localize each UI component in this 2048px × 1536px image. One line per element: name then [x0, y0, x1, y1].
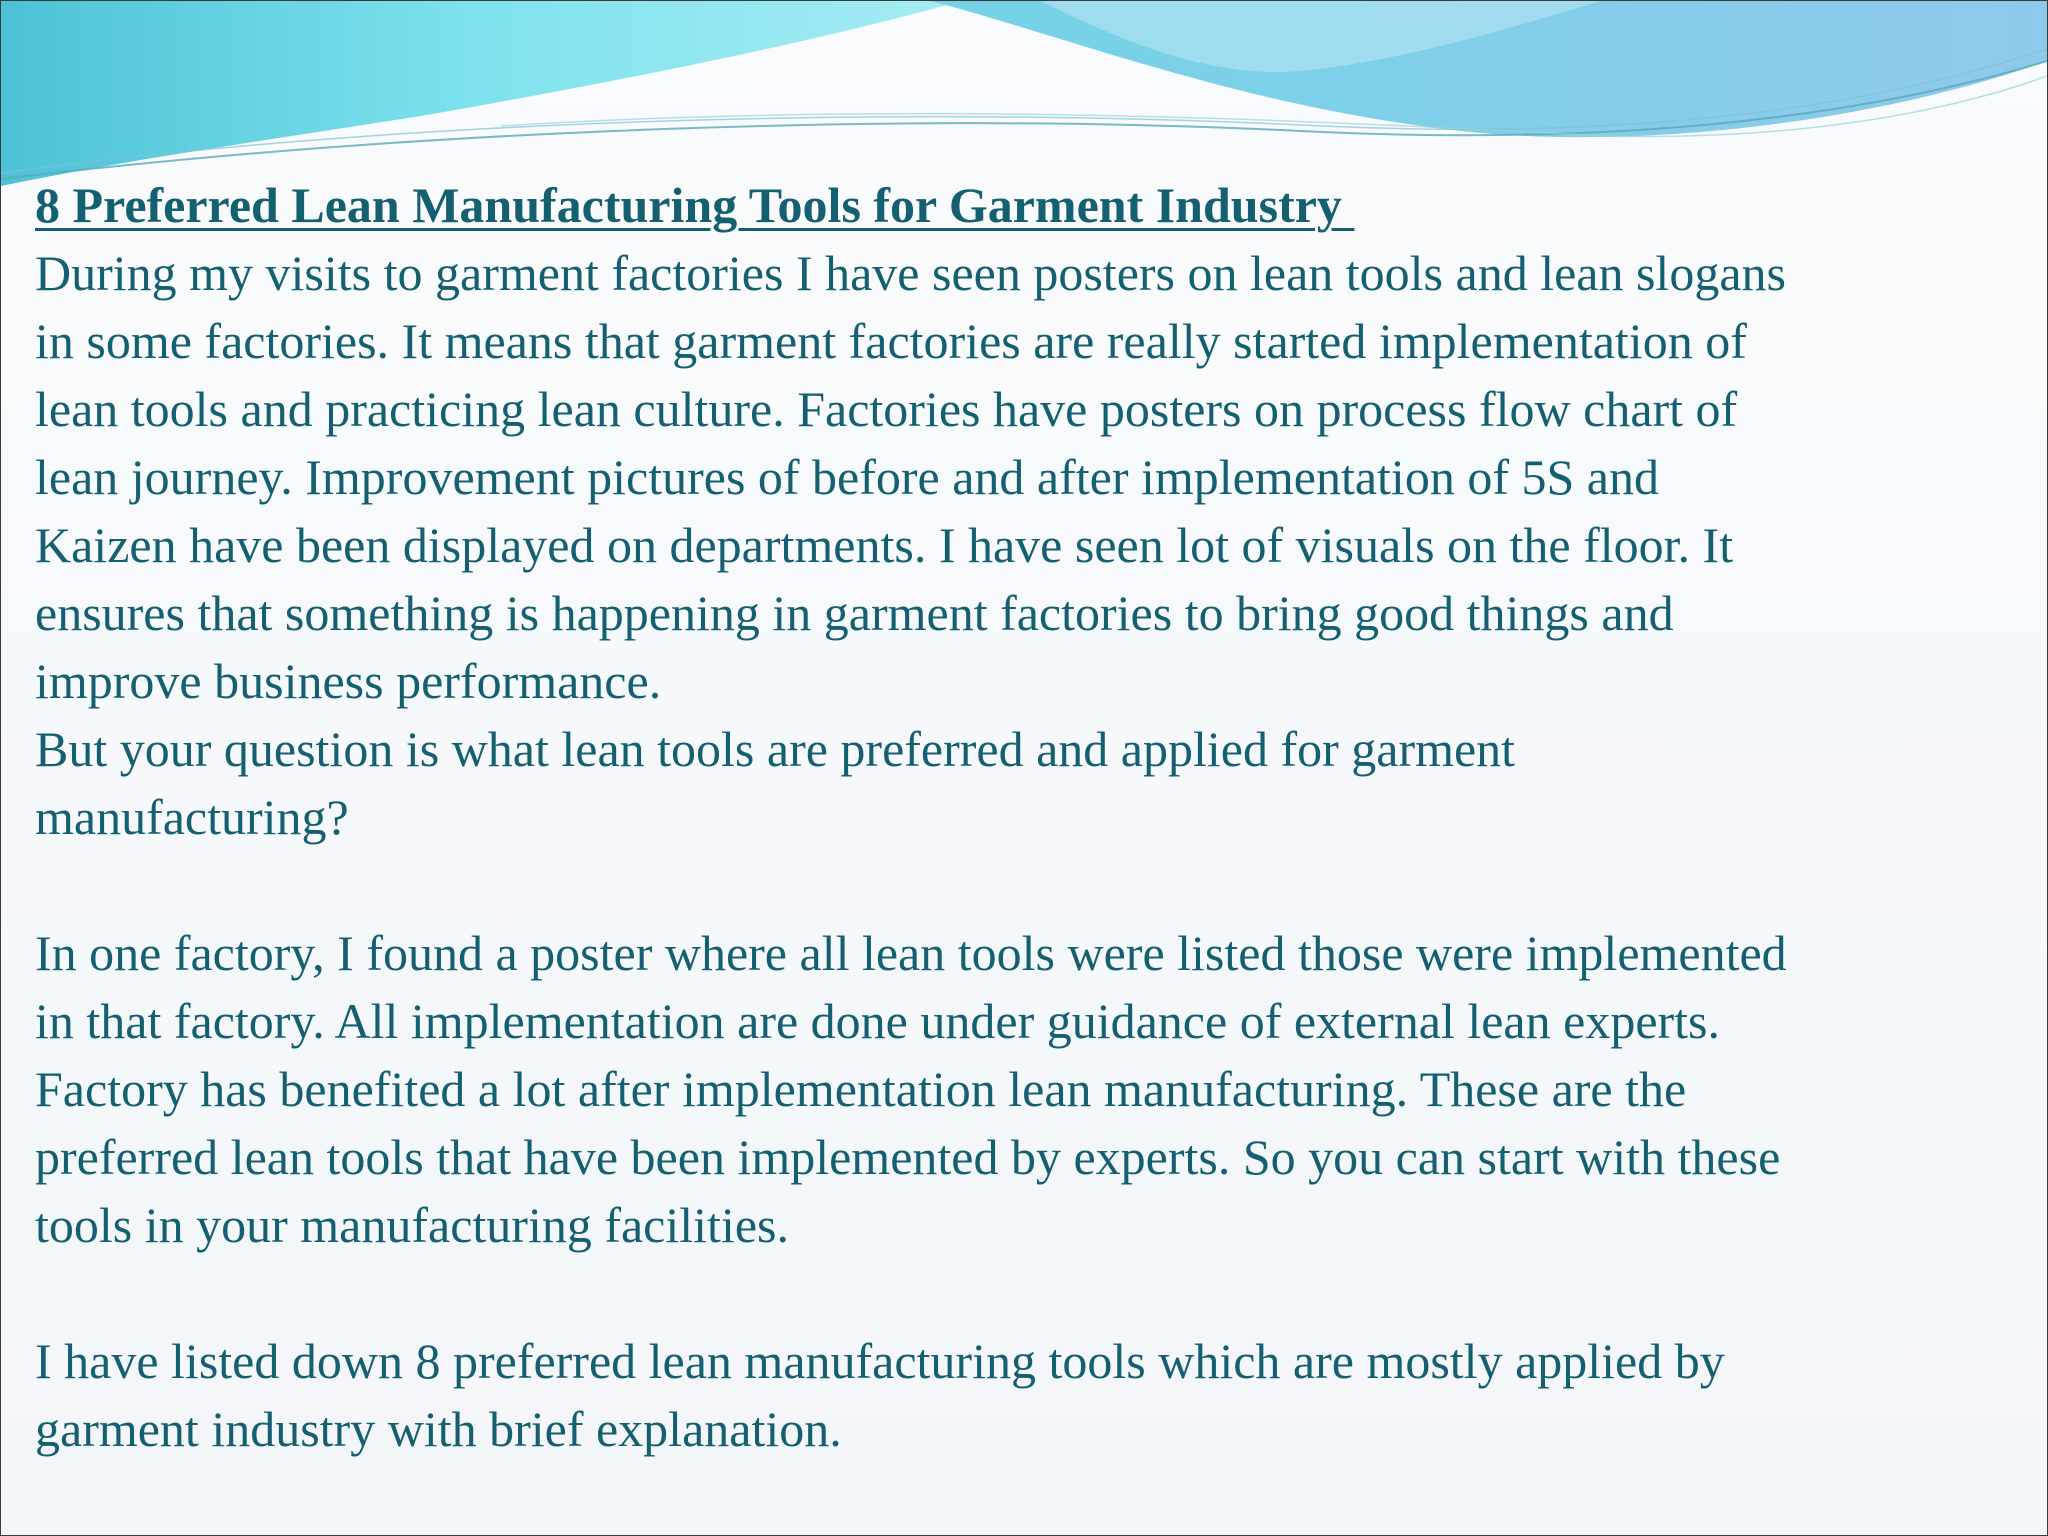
paragraph-visits: During my visits to garment factories I have seen posters on lean tools and lean slogans in some factories. It means that garment factories are really started implementation of lean tools and practicing lean culture. Factories have posters on process flow chart of lean journey. Improvement pictures of before and after implementation of 5S and Kaizen have been displayed on departments. I have seen lot of visuals on the floor. It ensures that something is happening in garment factories to bring good things and improve business performance. [35, 245, 1786, 709]
slide-content [35, 171, 2035, 1463]
paragraph-factory-poster: In one factory, I found a poster where all lean tools were listed those were implemented in that factory. All implementation are done under guidance of external lean experts. Factory has benefited a lot after implementation lean manufacturing. These are the preferred lean tools that have been implemented by experts. So you can start with these tools in your manufacturing facilities. [35, 925, 1787, 1253]
paragraph-question: But your question is what lean tools are preferred and applied for garment manufacturing? [35, 721, 1516, 845]
paragraph-spacer [35, 851, 2035, 919]
slide-title: 8 Preferred Lean Manufacturing Tools for Garment Industry [35, 177, 1355, 233]
paragraph-spacer [35, 1259, 2035, 1327]
wave-left-shape [1, 1, 961, 186]
paragraph-listed-tools: I have listed down 8 preferred lean manufacturing tools which are mostly applied by garment industry with brief explanation. [35, 1333, 1725, 1457]
